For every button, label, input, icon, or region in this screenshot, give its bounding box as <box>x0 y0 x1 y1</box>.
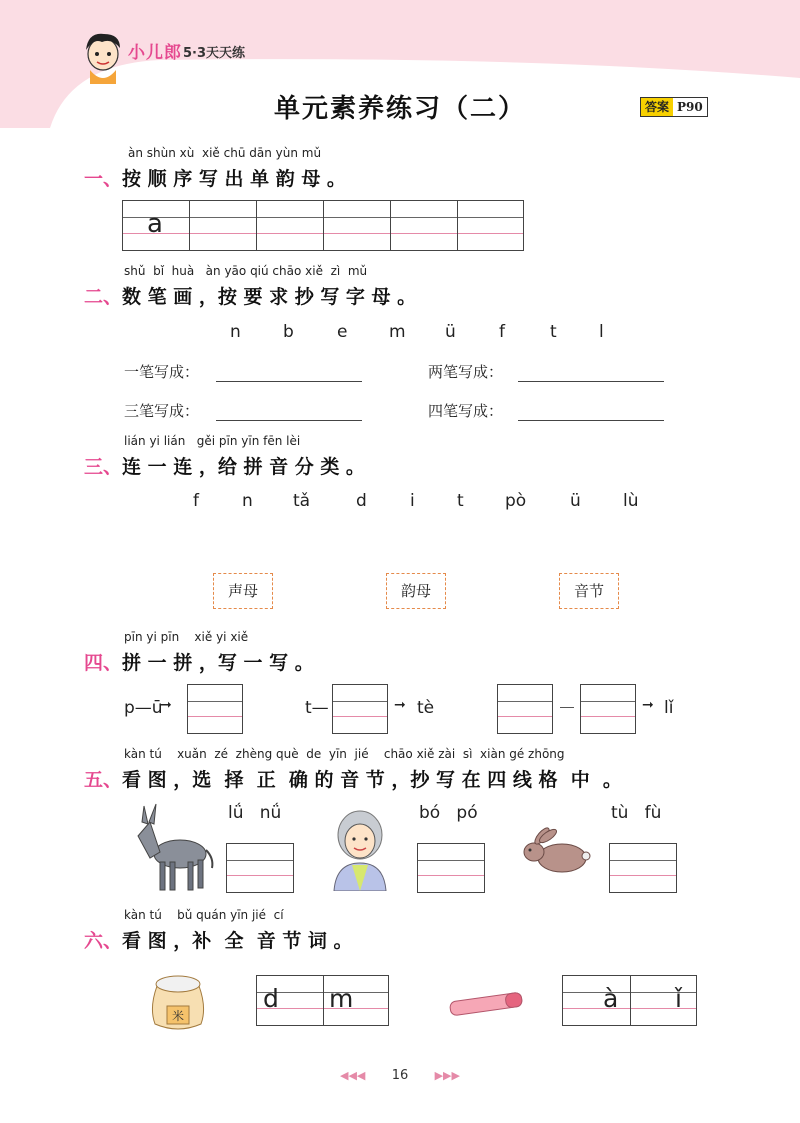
s4-p3-result: lǐ <box>664 698 674 718</box>
s1-writing-grid[interactable] <box>122 200 524 251</box>
s5-option-1: lǘ nǘ <box>228 803 282 823</box>
page-title: 单元素养练习（二） <box>273 94 526 124</box>
s2-letter-b: b <box>283 322 294 342</box>
s6-pinyin: kàn tú bǔ quán yīn jié cí <box>124 908 284 922</box>
s1-heading <box>84 164 346 191</box>
s3-heading <box>84 452 365 479</box>
s1-number: 一、 <box>84 168 123 190</box>
s4-box-3[interactable] <box>497 684 553 734</box>
s3-item: tǎ <box>293 491 311 511</box>
label-three-strokes: 三笔写成： <box>124 402 200 420</box>
label-two-strokes: 两笔写成： <box>428 363 504 381</box>
grandma-image <box>328 807 392 891</box>
label-one-stroke: 一笔写成： <box>124 363 200 381</box>
s6-w1-first: d <box>263 984 279 1013</box>
s2-letter-m: m <box>389 322 406 342</box>
s4-box-2[interactable] <box>332 684 388 734</box>
arrow-right-icon: ➞ <box>160 697 172 713</box>
s3-item: d <box>356 491 367 511</box>
s6-word-grid-2[interactable] <box>562 975 697 1026</box>
s3-item: pò <box>505 491 527 511</box>
s2-letter-f: f <box>499 322 505 342</box>
s5-pinyin: kàn tú xuǎn zé zhèng què de yīn jié chāo xiě zài sì xiàn gé zhōng <box>124 747 565 761</box>
s5-heading <box>84 765 622 792</box>
s4-text: 拼 一 拼 ，写 一 写 。 <box>122 652 314 674</box>
category-box-finals[interactable]: 韵母 <box>386 573 446 609</box>
s3-item: t <box>457 491 464 511</box>
answer-page: P90 <box>673 98 707 116</box>
s2-letter-e: e <box>337 322 348 342</box>
answer-badge <box>640 97 708 117</box>
s4-heading <box>84 648 314 675</box>
category-box-initials[interactable]: 声母 <box>213 573 273 609</box>
s4-box-4[interactable] <box>580 684 636 734</box>
s6-w2-first: à <box>603 984 619 1013</box>
s2-number: 二、 <box>84 286 123 308</box>
s1-pinyin: àn shùn xù xiě chū dān yùn mǔ <box>128 146 322 160</box>
s4-p2: t— <box>305 698 329 718</box>
s2-pinyin: shǔ bǐ huà àn yāo qiú chāo xiě zì mǔ <box>124 264 368 278</box>
eraser-stick-image <box>446 990 526 1018</box>
s3-number: 三、 <box>84 456 123 478</box>
s2-text: 数 笔 画 ，按 要 求 抄 写 字 母 。 <box>122 286 417 308</box>
s3-item: f <box>193 491 199 511</box>
answer-line-one-stroke[interactable] <box>216 380 362 382</box>
s6-w1-second: m <box>329 984 354 1013</box>
s5-option-2: bó pó <box>419 803 478 823</box>
s2-letter-n: n <box>230 322 241 342</box>
answer-label: 答案 <box>641 98 673 116</box>
rice-label: 米 <box>171 1009 185 1023</box>
label-four-strokes: 四笔写成： <box>428 402 504 420</box>
s5-text: 看 图 ，选 择 正 确 的 音 节 ，抄 写 在 四 线 格 中 。 <box>122 769 622 791</box>
s3-item: ü <box>570 491 581 511</box>
footer-left-arrows-icon: ◀◀◀ <box>340 1069 366 1082</box>
s4-pinyin: pīn yi pīn xiě yi xiě <box>124 630 249 644</box>
arrow-right-icon: ➞ <box>394 697 406 713</box>
s5-box-3[interactable] <box>609 843 677 893</box>
s6-w2-second: ǐ <box>675 984 682 1013</box>
rice-bag-image <box>145 968 211 1032</box>
s3-item: i <box>410 491 415 511</box>
page-footer <box>340 1068 460 1083</box>
s2-letter-u: ü <box>445 322 456 342</box>
s5-number: 五、 <box>84 769 123 791</box>
s3-text: 连 一 连 ，给 拼 音 分 类 。 <box>122 456 365 478</box>
s4-p2-result: tè <box>417 698 435 718</box>
s6-word-grid-1[interactable] <box>256 975 389 1026</box>
rabbit-image <box>518 826 592 876</box>
s1-text: 按 顺 序 写 出 单 韵 母 。 <box>122 168 346 190</box>
s3-item: n <box>242 491 253 511</box>
s2-heading <box>84 282 416 309</box>
dash <box>560 707 574 708</box>
footer-right-arrows-icon: ▶▶▶ <box>434 1069 460 1082</box>
answer-line-four-strokes[interactable] <box>518 419 664 421</box>
donkey-image <box>130 802 216 894</box>
s6-text: 看 图 ，补 全 音 节 词 。 <box>122 930 353 952</box>
s3-item: lù <box>623 491 639 511</box>
s5-option-3: tù fù <box>611 803 662 823</box>
category-box-syllables[interactable]: 音节 <box>559 573 619 609</box>
page-number: 16 <box>391 1068 409 1083</box>
s2-letter-l: l <box>599 322 604 342</box>
s6-heading <box>84 926 353 953</box>
brand-logo: 小儿郎 <box>128 43 182 63</box>
s1-first-letter: a <box>147 209 163 239</box>
boy-mascot-icon <box>80 28 126 84</box>
arrow-right-icon: ➞ <box>642 697 654 713</box>
answer-line-three-strokes[interactable] <box>216 419 362 421</box>
s2-letter-t: t <box>550 322 557 342</box>
s4-p1: p—ū <box>124 698 163 718</box>
s4-number: 四、 <box>84 652 123 674</box>
s3-pinyin: lián yi lián gěi pīn yīn fēn lèi <box>124 434 301 448</box>
s6-number: 六、 <box>84 930 123 952</box>
s5-box-1[interactable] <box>226 843 294 893</box>
s5-box-2[interactable] <box>417 843 485 893</box>
answer-line-two-strokes[interactable] <box>518 380 664 382</box>
series-name: 5·3天天练 <box>183 46 246 61</box>
s4-box-1[interactable] <box>187 684 243 734</box>
